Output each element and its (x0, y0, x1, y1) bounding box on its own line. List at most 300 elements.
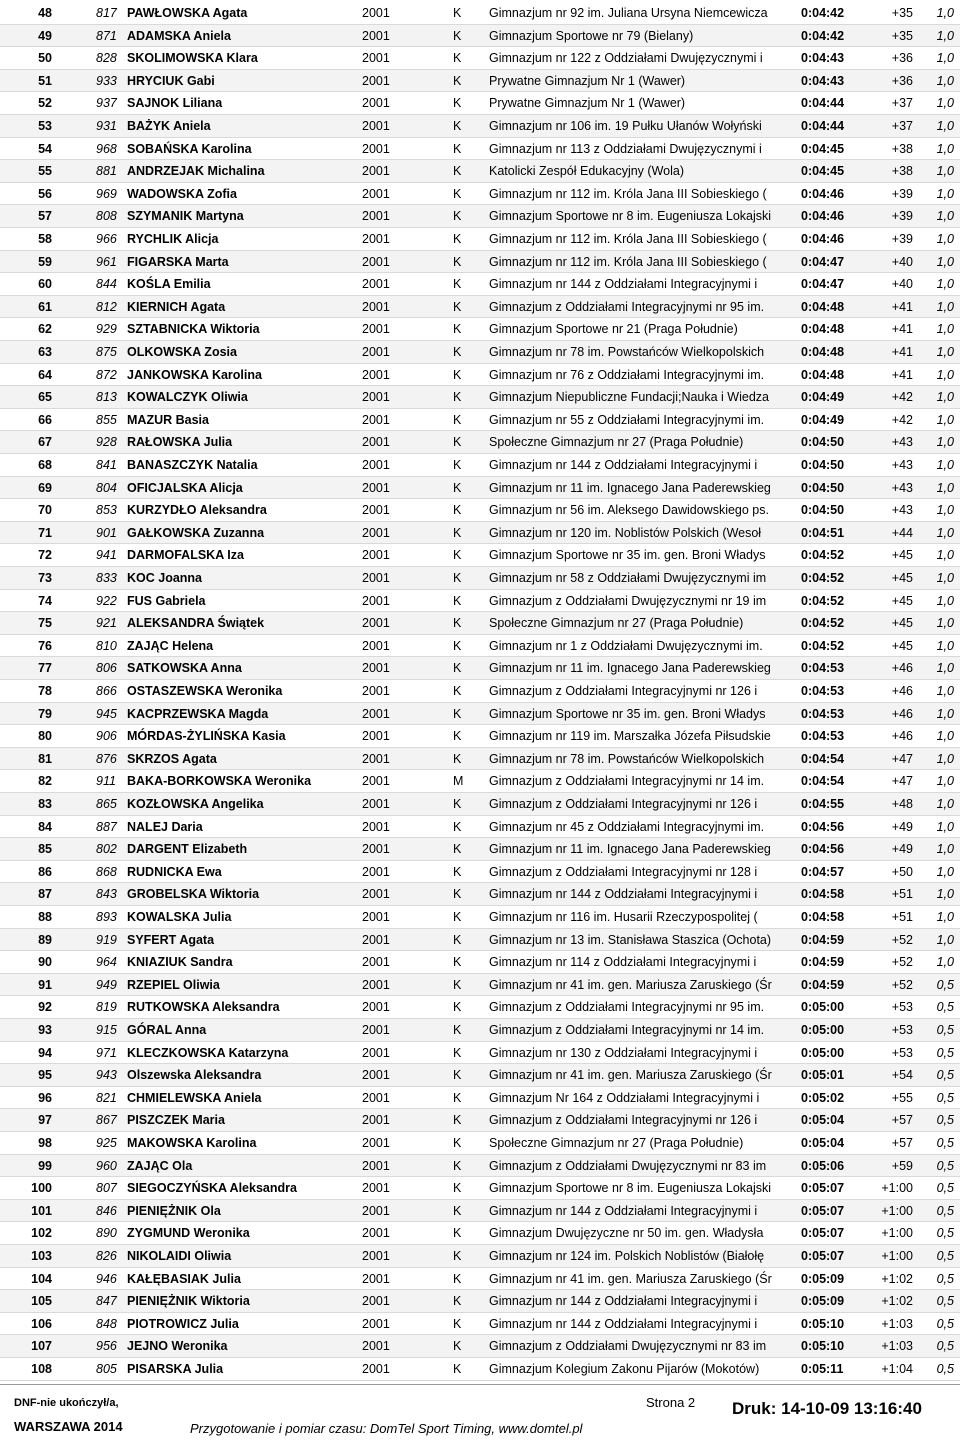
finish-time-cell: 0:04:44 (801, 119, 845, 133)
finish-time-cell: 0:04:42 (801, 6, 845, 20)
finish-time-cell: 0:05:10 (801, 1339, 845, 1354)
finish-time-cell: 0:04:53 (801, 729, 845, 744)
school-cell: Gimnazjum nr 119 im. Marszałka Józefa Piłsudskie (489, 729, 771, 744)
table-row (0, 906, 960, 929)
place-cell: 73 (38, 571, 52, 585)
table-row (0, 296, 960, 319)
place-cell: 93 (38, 1023, 52, 1037)
points-cell: 0,5 (936, 1181, 954, 1196)
finish-time-cell: 0:04:55 (801, 797, 845, 811)
birth-year-cell: 2001 (362, 322, 390, 337)
athlete-name-cell: KNIAZIUK Sandra (127, 955, 233, 970)
birth-year-cell: 2001 (362, 751, 390, 766)
points-cell: 1,0 (936, 412, 954, 427)
points-cell: 1,0 (936, 119, 954, 133)
athlete-name-cell: WADOWSKA Zofia (127, 186, 237, 201)
points-cell: 1,0 (936, 209, 954, 224)
table-row (0, 544, 960, 567)
birth-year-cell: 2001 (362, 1294, 390, 1309)
bib-number-cell: 806 (96, 661, 117, 676)
points-cell: 0,5 (936, 1339, 954, 1354)
bib-number-cell: 871 (96, 28, 117, 43)
table-row (0, 47, 960, 70)
athlete-name-cell: PIENIĘŻNIK Ola (127, 1203, 221, 1218)
time-gap-cell: +51 (891, 887, 913, 902)
table-row (0, 92, 960, 115)
table-row (0, 974, 960, 997)
finish-time-cell: 0:05:10 (801, 1316, 845, 1331)
bib-number-cell: 813 (96, 390, 117, 405)
school-cell: Gimnazjum nr 13 im. Stanisława Staszica (Ochota) (489, 932, 772, 947)
points-cell: 1,0 (936, 299, 954, 314)
sex-cell: K (453, 1362, 462, 1376)
sex-cell: K (453, 28, 462, 43)
birth-year-cell: 2001 (362, 1068, 390, 1083)
table-row (0, 748, 960, 771)
time-gap-cell: +57 (891, 1136, 913, 1150)
sex-cell: K (453, 435, 462, 450)
athlete-name-cell: ALEKSANDRA Świątek (127, 616, 265, 631)
place-cell: 99 (38, 1158, 52, 1173)
athlete-name-cell: SZTABNICKA Wiktoria (127, 322, 260, 337)
table-row (0, 951, 960, 974)
bib-number-cell: 956 (96, 1339, 117, 1354)
bib-number-cell: 802 (96, 842, 117, 857)
place-cell: 91 (38, 977, 52, 992)
place-cell: 90 (38, 955, 52, 970)
table-row (0, 1290, 960, 1313)
time-gap-cell: +40 (891, 277, 913, 292)
bib-number-cell: 960 (96, 1158, 117, 1173)
place-cell: 58 (38, 232, 52, 246)
place-cell: 103 (31, 1249, 52, 1263)
dnf-legend: DNF-nie ukończył/a, (14, 1397, 119, 1409)
finish-time-cell: 0:04:53 (801, 661, 845, 676)
sex-cell: K (453, 390, 462, 405)
place-cell: 68 (38, 458, 52, 472)
bib-number-cell: 819 (96, 1000, 117, 1015)
sex-cell: K (453, 1068, 462, 1083)
points-cell: 0,5 (936, 1090, 954, 1105)
time-gap-cell: +52 (891, 977, 913, 992)
bib-number-cell: 846 (96, 1203, 117, 1218)
finish-time-cell: 0:04:53 (801, 684, 845, 698)
table-row (0, 160, 960, 183)
school-cell: Gimnazjum z Oddziałami Integracyjnymi nr 95 im. (489, 1000, 765, 1015)
time-gap-cell: +1:03 (881, 1316, 913, 1331)
place-cell: 96 (38, 1090, 52, 1105)
athlete-name-cell: KACPRZEWSKA Magda (127, 706, 269, 721)
birth-year-cell: 2001 (362, 1023, 390, 1037)
bib-number-cell: 943 (96, 1068, 117, 1083)
sex-cell: K (453, 345, 462, 359)
birth-year-cell: 2001 (362, 96, 390, 111)
finish-time-cell: 0:04:52 (801, 593, 845, 608)
sex-cell: K (453, 277, 462, 292)
athlete-name-cell: MAZUR Basia (127, 412, 209, 427)
sex-cell: K (453, 1339, 462, 1354)
school-cell: Gimnazjum nr 112 im. Króla Jana III Sobieskiego ( (489, 254, 767, 269)
table-row (0, 1132, 960, 1155)
place-cell: 81 (38, 751, 52, 766)
points-cell: 0,5 (936, 1000, 954, 1015)
sex-cell: M (453, 774, 464, 789)
finish-time-cell: 0:04:48 (801, 367, 845, 382)
finish-time-cell: 0:04:49 (801, 412, 845, 427)
school-cell: Katolicki Zespół Edukacyjny (Wola) (489, 164, 684, 179)
time-gap-cell: +54 (891, 1068, 913, 1083)
athlete-name-cell: OLKOWSKA Zosia (127, 345, 237, 359)
time-gap-cell: +49 (891, 819, 913, 834)
bib-number-cell: 848 (96, 1316, 117, 1331)
school-cell: Gimnazjum nr 113 z Oddziałami Dwujęzycznymi i (489, 141, 762, 156)
athlete-name-cell: GÓRAL Anna (127, 1023, 207, 1037)
sex-cell: K (453, 842, 462, 857)
sex-cell: K (453, 1316, 462, 1331)
finish-time-cell: 0:05:09 (801, 1271, 845, 1286)
birth-year-cell: 2001 (362, 119, 390, 133)
points-cell: 1,0 (936, 458, 954, 472)
finish-time-cell: 0:05:00 (801, 1023, 845, 1037)
finish-time-cell: 0:04:53 (801, 706, 845, 721)
birth-year-cell: 2001 (362, 367, 390, 382)
sex-cell: K (453, 299, 462, 314)
athlete-name-cell: GROBELSKA Wiktoria (127, 887, 260, 902)
place-cell: 50 (38, 51, 52, 66)
finish-time-cell: 0:04:54 (801, 751, 845, 766)
place-cell: 78 (38, 684, 52, 698)
athlete-name-cell: ZYGMUND Weronika (127, 1226, 250, 1241)
table-row (0, 1245, 960, 1268)
athlete-name-cell: KOWALCZYK Oliwia (127, 390, 248, 405)
table-row (0, 454, 960, 477)
time-gap-cell: +43 (891, 435, 913, 450)
table-row (0, 770, 960, 793)
place-cell: 72 (38, 548, 52, 563)
birth-year-cell: 2001 (362, 299, 390, 314)
bib-number-cell: 893 (96, 910, 117, 924)
athlete-name-cell: RZEPIEL Oliwia (127, 977, 220, 992)
finish-time-cell: 0:05:04 (801, 1136, 845, 1150)
athlete-name-cell: PISARSKA Julia (127, 1362, 224, 1376)
school-cell: Gimnazjum nr 76 z Oddziałami Integracyjnymi im. (489, 367, 765, 382)
bib-number-cell: 949 (96, 977, 117, 992)
table-row (0, 703, 960, 726)
school-cell: Gimnazjum nr 124 im. Polskich Noblistów (Białołę (489, 1249, 765, 1263)
athlete-name-cell: SKOLIMOWSKA Klara (127, 51, 258, 66)
sex-cell: K (453, 6, 462, 20)
sex-cell: K (453, 73, 462, 88)
points-cell: 1,0 (936, 842, 954, 857)
sex-cell: K (453, 480, 462, 495)
finish-time-cell: 0:04:57 (801, 864, 845, 879)
school-cell: Społeczne Gimnazjum nr 27 (Praga Południe) (489, 435, 744, 450)
points-cell: 1,0 (936, 277, 954, 292)
school-cell: Gimnazjum nr 45 z Oddziałami Integracyjnymi im. (489, 819, 765, 834)
birth-year-cell: 2001 (362, 73, 390, 88)
time-gap-cell: +1:04 (881, 1362, 913, 1376)
athlete-name-cell: KOŚLA Emilia (127, 277, 211, 292)
school-cell: Gimnazjum nr 106 im. 19 Pułku Ułanów Wołyński (489, 119, 762, 133)
place-cell: 80 (38, 729, 52, 744)
table-row (0, 816, 960, 839)
birth-year-cell: 2001 (362, 345, 390, 359)
finish-time-cell: 0:04:59 (801, 955, 845, 970)
athlete-name-cell: PAWŁOWSKA Agata (127, 6, 248, 20)
sex-cell: K (453, 910, 462, 924)
bib-number-cell: 961 (96, 254, 117, 269)
sex-cell: K (453, 977, 462, 992)
birth-year-cell: 2001 (362, 1316, 390, 1331)
athlete-name-cell: NIKOLAIDI Oliwia (127, 1249, 232, 1263)
time-gap-cell: +53 (891, 1000, 913, 1015)
table-row (0, 996, 960, 1019)
sex-cell: K (453, 209, 462, 224)
finish-time-cell: 0:04:56 (801, 819, 845, 834)
finish-time-cell: 0:05:07 (801, 1226, 845, 1241)
points-cell: 1,0 (936, 638, 954, 653)
school-cell: Gimnazjum nr 41 im. gen. Mariusza Zaruskiego (Śr (489, 977, 772, 992)
sex-cell: K (453, 571, 462, 585)
points-cell: 1,0 (936, 797, 954, 811)
birth-year-cell: 2001 (362, 6, 390, 20)
table-row (0, 1087, 960, 1110)
points-cell: 1,0 (936, 6, 954, 20)
finish-time-cell: 0:05:07 (801, 1203, 845, 1218)
finish-time-cell: 0:04:52 (801, 571, 845, 585)
place-cell: 77 (38, 661, 52, 676)
table-row (0, 25, 960, 48)
finish-time-cell: 0:04:47 (801, 277, 845, 292)
time-gap-cell: +39 (891, 186, 913, 201)
school-cell: Gimnazjum Sportowe nr 35 im. gen. Broni Władys (489, 706, 766, 721)
sex-cell: K (453, 887, 462, 902)
table-row (0, 1064, 960, 1087)
time-gap-cell: +1:02 (881, 1271, 913, 1286)
place-cell: 51 (38, 73, 52, 88)
time-gap-cell: +48 (891, 797, 913, 811)
sex-cell: K (453, 819, 462, 834)
bib-number-cell: 925 (96, 1136, 117, 1150)
time-gap-cell: +45 (891, 616, 913, 631)
school-cell: Gimnazjum z Oddziałami Integracyjnymi nr 126 i (489, 797, 758, 811)
athlete-name-cell: KURZYDŁO Aleksandra (127, 503, 267, 518)
birth-year-cell: 2001 (362, 164, 390, 179)
athlete-name-cell: SOBAŃSKA Karolina (127, 141, 252, 156)
birth-year-cell: 2001 (362, 1203, 390, 1218)
table-row (0, 1042, 960, 1065)
bib-number-cell: 966 (96, 232, 117, 246)
place-cell: 61 (38, 299, 52, 314)
table-row (0, 838, 960, 861)
school-cell: Gimnazjum z Oddziałami Dwujęzycznymi nr 19 im (489, 593, 767, 608)
time-gap-cell: +46 (891, 684, 913, 698)
bib-number-cell: 969 (96, 186, 117, 201)
place-cell: 63 (38, 345, 52, 359)
points-cell: 0,5 (936, 1203, 954, 1218)
birth-year-cell: 2001 (362, 141, 390, 156)
points-cell: 1,0 (936, 593, 954, 608)
sex-cell: K (453, 955, 462, 970)
points-cell: 1,0 (936, 751, 954, 766)
place-cell: 83 (38, 797, 52, 811)
place-cell: 60 (38, 277, 52, 292)
points-cell: 1,0 (936, 571, 954, 585)
bib-number-cell: 807 (96, 1181, 117, 1196)
time-gap-cell: +43 (891, 458, 913, 472)
birth-year-cell: 2001 (362, 277, 390, 292)
finish-time-cell: 0:05:06 (801, 1158, 845, 1173)
school-cell: Gimnazjum Dwujęzyczne nr 50 im. gen. Władysła (489, 1226, 764, 1241)
school-cell: Gimnazjum z Oddziałami Dwujęzycznymi nr 83 im (489, 1158, 767, 1173)
school-cell: Gimnazjum Sportowe nr 8 im. Eugeniusza Lokajski (489, 209, 772, 224)
points-cell: 1,0 (936, 503, 954, 518)
table-row (0, 635, 960, 658)
school-cell: Prywatne Gimnazjum Nr 1 (Wawer) (489, 73, 686, 88)
table-row (0, 861, 960, 884)
place-cell: 84 (38, 819, 52, 834)
finish-time-cell: 0:04:43 (801, 51, 845, 66)
sex-cell: K (453, 864, 462, 879)
birth-year-cell: 2001 (362, 254, 390, 269)
table-row (0, 929, 960, 952)
finish-time-cell: 0:04:45 (801, 141, 845, 156)
time-gap-cell: +52 (891, 955, 913, 970)
birth-year-cell: 2001 (362, 774, 390, 789)
athlete-name-cell: ADAMSKA Aniela (127, 28, 231, 43)
school-cell: Gimnazjum nr 144 z Oddziałami Integracyjnymi i (489, 1316, 758, 1331)
birth-year-cell: 2001 (362, 1226, 390, 1241)
place-cell: 59 (38, 254, 52, 269)
birth-year-cell: 2001 (362, 548, 390, 563)
place-cell: 49 (38, 28, 52, 43)
place-cell: 64 (38, 367, 52, 382)
birth-year-cell: 2001 (362, 661, 390, 676)
school-cell: Społeczne Gimnazjum nr 27 (Praga Południe) (489, 616, 744, 631)
place-cell: 97 (38, 1113, 52, 1128)
points-cell: 1,0 (936, 232, 954, 246)
school-cell: Gimnazjum Sportowe nr 21 (Praga Południe) (489, 322, 738, 337)
sex-cell: K (453, 186, 462, 201)
time-gap-cell: +49 (891, 842, 913, 857)
table-row (0, 70, 960, 93)
birth-year-cell: 2001 (362, 1362, 390, 1376)
athlete-name-cell: PIENIĘŻNIK Wiktoria (127, 1294, 250, 1309)
table-row (0, 1019, 960, 1042)
points-cell: 0,5 (936, 1226, 954, 1241)
athlete-name-cell: PIOTROWICZ Julia (127, 1316, 239, 1331)
sex-cell: K (453, 525, 462, 540)
bib-number-cell: 887 (96, 819, 117, 834)
time-gap-cell: +43 (891, 503, 913, 518)
sex-cell: K (453, 616, 462, 631)
school-cell: Gimnazjum nr 78 im. Powstańców Wielkopolskich (489, 751, 765, 766)
bib-number-cell: 847 (96, 1294, 117, 1309)
athlete-name-cell: BAKA-BORKOWSKA Weronika (127, 774, 312, 789)
points-cell: 1,0 (936, 774, 954, 789)
athlete-name-cell: PISZCZEK Maria (127, 1113, 225, 1128)
place-cell: 104 (31, 1271, 52, 1286)
points-cell: 1,0 (936, 73, 954, 88)
time-gap-cell: +1:00 (881, 1203, 913, 1218)
finish-time-cell: 0:04:47 (801, 254, 845, 269)
page-footer (0, 1384, 960, 1443)
birth-year-cell: 2001 (362, 51, 390, 66)
athlete-name-cell: SAJNOK Liliana (127, 96, 223, 111)
bib-number-cell: 928 (96, 435, 117, 450)
school-cell: Gimnazjum z Oddziałami Integracyjnymi nr 14 im. (489, 774, 765, 789)
bib-number-cell: 915 (96, 1023, 117, 1037)
points-cell: 1,0 (936, 322, 954, 337)
time-gap-cell: +45 (891, 571, 913, 585)
time-gap-cell: +38 (891, 164, 913, 179)
athlete-name-cell: JANKOWSKA Karolina (127, 367, 262, 382)
sex-cell: K (453, 1090, 462, 1105)
place-cell: 87 (38, 887, 52, 902)
points-cell: 0,5 (936, 1136, 954, 1150)
school-cell: Gimnazjum nr 112 im. Króla Jana III Sobieskiego ( (489, 186, 767, 201)
place-cell: 70 (38, 503, 52, 518)
birth-year-cell: 2001 (362, 616, 390, 631)
table-row (0, 183, 960, 206)
sex-cell: K (453, 51, 462, 66)
points-cell: 0,5 (936, 1316, 954, 1331)
bib-number-cell: 826 (96, 1249, 117, 1263)
sex-cell: K (453, 1023, 462, 1037)
school-cell: Gimnazjum nr 11 im. Ignacego Jana Paderewskieg (489, 480, 771, 495)
points-cell: 1,0 (936, 548, 954, 563)
finish-time-cell: 0:05:07 (801, 1181, 845, 1196)
bib-number-cell: 853 (96, 503, 117, 518)
place-cell: 88 (38, 910, 52, 924)
school-cell: Gimnazjum nr 122 z Oddziałami Dwujęzycznymi i (489, 51, 763, 66)
athlete-name-cell: BANASZCZYK Natalia (127, 458, 258, 472)
time-gap-cell: +44 (891, 525, 913, 540)
birth-year-cell: 2001 (362, 1136, 390, 1150)
place-cell: 105 (31, 1294, 52, 1309)
school-cell: Gimnazjum Sportowe nr 35 im. gen. Broni Władys (489, 548, 766, 563)
points-cell: 0,5 (936, 1158, 954, 1173)
bib-number-cell: 901 (96, 525, 117, 540)
athlete-name-cell: KOWALSKA Julia (127, 910, 232, 924)
birth-year-cell: 2001 (362, 684, 390, 698)
bib-number-cell: 933 (96, 73, 117, 88)
points-cell: 1,0 (936, 164, 954, 179)
time-gap-cell: +46 (891, 729, 913, 744)
birth-year-cell: 2001 (362, 1158, 390, 1173)
table-row (0, 431, 960, 454)
time-gap-cell: +1:03 (881, 1339, 913, 1354)
finish-time-cell: 0:04:46 (801, 209, 845, 224)
school-cell: Gimnazjum Sportowe nr 79 (Bielany) (489, 28, 694, 43)
time-gap-cell: +47 (891, 751, 913, 766)
birth-year-cell: 2001 (362, 412, 390, 427)
birth-year-cell: 2001 (362, 186, 390, 201)
time-gap-cell: +36 (891, 51, 913, 66)
time-gap-cell: +50 (891, 864, 913, 879)
school-cell: Gimnazjum nr 41 im. gen. Mariusza Zaruskiego (Śr (489, 1068, 772, 1083)
school-cell: Społeczne Gimnazjum nr 27 (Praga Południe) (489, 1136, 744, 1150)
place-cell: 101 (31, 1203, 52, 1218)
time-gap-cell: +53 (891, 1023, 913, 1037)
time-gap-cell: +57 (891, 1113, 913, 1128)
bib-number-cell: 911 (96, 774, 116, 789)
time-gap-cell: +41 (891, 345, 913, 359)
finish-time-cell: 0:04:46 (801, 186, 845, 201)
points-cell: 0,5 (936, 1271, 954, 1286)
bib-number-cell: 919 (96, 932, 117, 947)
athlete-name-cell: HRYCIUK Gabi (127, 73, 215, 88)
